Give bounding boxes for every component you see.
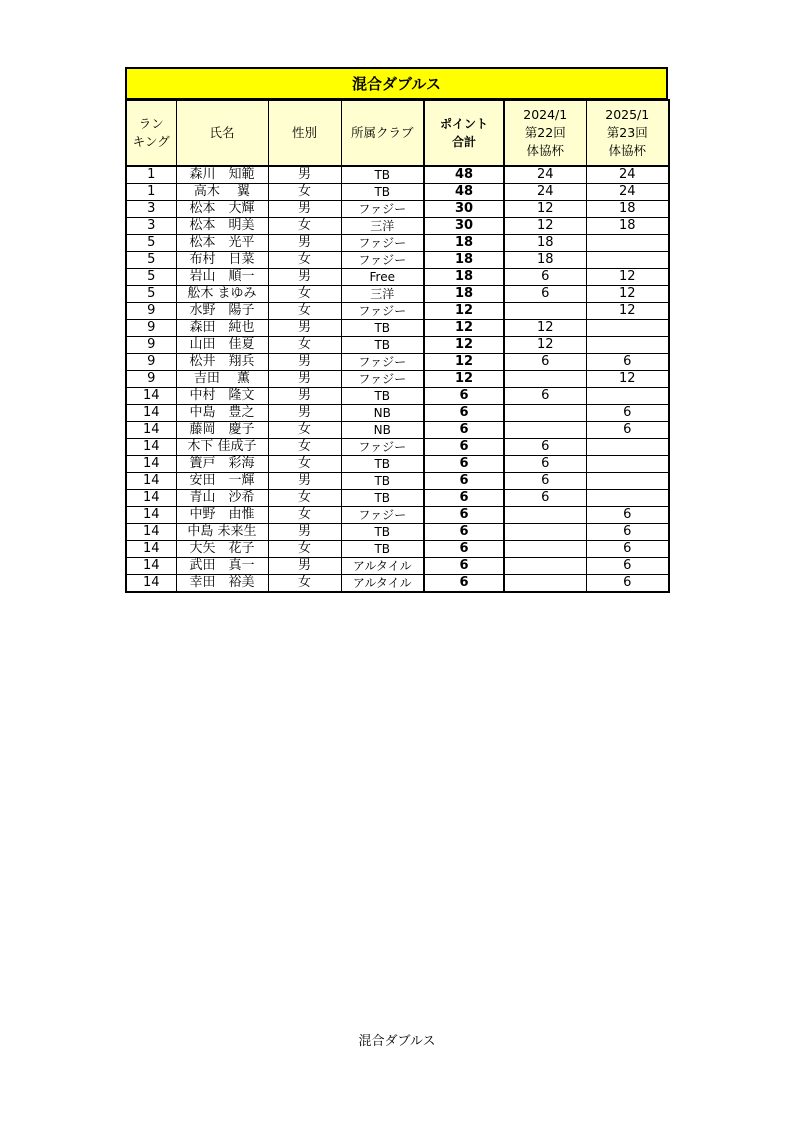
- cell-points: 12: [424, 303, 504, 320]
- cell-event-2024: 18: [504, 235, 586, 252]
- cell-gender: 男: [268, 320, 341, 337]
- table-row: [126, 303, 669, 320]
- cell-event-2024: [504, 422, 586, 439]
- cell-club: ファジー: [341, 235, 424, 252]
- cell-event-2025: [586, 235, 669, 252]
- cell-event-2025: 6: [586, 575, 669, 593]
- table-row: [126, 218, 669, 235]
- cell-gender: 女: [268, 422, 341, 439]
- cell-name: 中島 未来生: [176, 524, 268, 541]
- cell-points: 48: [424, 184, 504, 201]
- cell-rank: 5: [126, 235, 176, 252]
- cell-event-2025: 24: [586, 166, 669, 184]
- cell-rank: 9: [126, 354, 176, 371]
- cell-rank: 14: [126, 422, 176, 439]
- ranking-table: [125, 99, 670, 593]
- cell-rank: 14: [126, 456, 176, 473]
- cell-event-2024: 12: [504, 218, 586, 235]
- table-row: [126, 405, 669, 422]
- header-name: 氏名: [176, 100, 268, 166]
- cell-rank: 1: [126, 166, 176, 184]
- cell-event-2025: [586, 337, 669, 354]
- cell-rank: 14: [126, 541, 176, 558]
- cell-points: 6: [424, 405, 504, 422]
- table-row: [126, 337, 669, 354]
- cell-gender: 男: [268, 558, 341, 575]
- cell-points: 6: [424, 575, 504, 593]
- cell-name: 布村 日菜: [176, 252, 268, 269]
- cell-rank: 14: [126, 524, 176, 541]
- cell-name: 水野 陽子: [176, 303, 268, 320]
- cell-name: 簀戸 彩海: [176, 456, 268, 473]
- cell-points: 30: [424, 201, 504, 218]
- cell-event-2025: [586, 439, 669, 456]
- cell-rank: 3: [126, 201, 176, 218]
- cell-event-2025: 12: [586, 303, 669, 320]
- cell-gender: 女: [268, 184, 341, 201]
- cell-club: 三洋: [341, 286, 424, 303]
- table-row: [126, 184, 669, 201]
- cell-club: TB: [341, 166, 424, 184]
- cell-name: 青山 沙希: [176, 490, 268, 507]
- page-footer: 混合ダブルス: [358, 1034, 436, 1049]
- cell-event-2024: 6: [504, 473, 586, 490]
- cell-gender: 男: [268, 269, 341, 286]
- cell-event-2024: [504, 507, 586, 524]
- cell-event-2025: 24: [586, 184, 669, 201]
- table-row: [126, 269, 669, 286]
- cell-event-2025: 18: [586, 201, 669, 218]
- cell-event-2024: [504, 303, 586, 320]
- cell-club: TB: [341, 184, 424, 201]
- cell-points: 18: [424, 235, 504, 252]
- cell-gender: 女: [268, 337, 341, 354]
- table-row: [126, 473, 669, 490]
- cell-points: 12: [424, 354, 504, 371]
- cell-event-2024: 24: [504, 166, 586, 184]
- cell-event-2024: 12: [504, 337, 586, 354]
- cell-event-2025: 12: [586, 371, 669, 388]
- cell-event-2024: [504, 541, 586, 558]
- cell-event-2025: [586, 320, 669, 337]
- table-body: [126, 166, 669, 592]
- cell-event-2024: 12: [504, 201, 586, 218]
- table-row: [126, 252, 669, 269]
- cell-event-2024: 18: [504, 252, 586, 269]
- cell-gender: 女: [268, 439, 341, 456]
- cell-rank: 14: [126, 439, 176, 456]
- cell-name: 松井 翔兵: [176, 354, 268, 371]
- table-row: [126, 166, 669, 184]
- cell-club: アルタイル: [341, 558, 424, 575]
- cell-points: 6: [424, 507, 504, 524]
- cell-rank: 5: [126, 269, 176, 286]
- cell-event-2024: 6: [504, 490, 586, 507]
- cell-points: 18: [424, 269, 504, 286]
- cell-points: 18: [424, 286, 504, 303]
- table-row: [126, 541, 669, 558]
- cell-club: NB: [341, 422, 424, 439]
- cell-event-2025: 6: [586, 558, 669, 575]
- cell-gender: 女: [268, 575, 341, 593]
- cell-event-2025: 12: [586, 286, 669, 303]
- cell-gender: 男: [268, 354, 341, 371]
- cell-name: 森川 知範: [176, 166, 268, 184]
- header-club: 所属クラブ: [341, 100, 424, 166]
- cell-event-2024: [504, 405, 586, 422]
- cell-club: TB: [341, 541, 424, 558]
- table-row: [126, 439, 669, 456]
- table-row: [126, 507, 669, 524]
- cell-name: 中野 由惟: [176, 507, 268, 524]
- cell-gender: 女: [268, 303, 341, 320]
- cell-name: 大矢 花子: [176, 541, 268, 558]
- cell-gender: 女: [268, 286, 341, 303]
- cell-club: 三洋: [341, 218, 424, 235]
- cell-club: ファジー: [341, 354, 424, 371]
- cell-event-2024: 6: [504, 269, 586, 286]
- cell-event-2024: 6: [504, 354, 586, 371]
- cell-points: 6: [424, 524, 504, 541]
- cell-rank: 9: [126, 337, 176, 354]
- cell-rank: 14: [126, 507, 176, 524]
- cell-name: 藤岡 慶子: [176, 422, 268, 439]
- cell-rank: 9: [126, 371, 176, 388]
- cell-event-2025: 12: [586, 269, 669, 286]
- cell-club: ファジー: [341, 303, 424, 320]
- table-row: [126, 235, 669, 252]
- cell-gender: 男: [268, 388, 341, 405]
- cell-gender: 女: [268, 218, 341, 235]
- cell-gender: 男: [268, 371, 341, 388]
- cell-name: 岩山 順一: [176, 269, 268, 286]
- table-row: [126, 490, 669, 507]
- cell-gender: 男: [268, 405, 341, 422]
- cell-gender: 女: [268, 252, 341, 269]
- cell-gender: 男: [268, 201, 341, 218]
- cell-club: Free: [341, 269, 424, 286]
- table-row: [126, 320, 669, 337]
- cell-name: 松本 光平: [176, 235, 268, 252]
- cell-points: 18: [424, 252, 504, 269]
- table-row: [126, 558, 669, 575]
- cell-points: 6: [424, 422, 504, 439]
- cell-gender: 女: [268, 507, 341, 524]
- cell-gender: 男: [268, 166, 341, 184]
- cell-event-2025: 6: [586, 405, 669, 422]
- cell-rank: 14: [126, 558, 176, 575]
- sheet-title: 混合ダブルス: [125, 67, 668, 100]
- cell-name: 木下 佳成子: [176, 439, 268, 456]
- cell-club: ファジー: [341, 371, 424, 388]
- cell-club: TB: [341, 388, 424, 405]
- cell-points: 6: [424, 558, 504, 575]
- cell-club: TB: [341, 337, 424, 354]
- cell-rank: 3: [126, 218, 176, 235]
- cell-points: 6: [424, 473, 504, 490]
- cell-name: 安田 一輝: [176, 473, 268, 490]
- cell-gender: 女: [268, 456, 341, 473]
- cell-club: TB: [341, 473, 424, 490]
- cell-rank: 1: [126, 184, 176, 201]
- cell-rank: 14: [126, 388, 176, 405]
- cell-event-2024: 6: [504, 286, 586, 303]
- cell-event-2025: [586, 490, 669, 507]
- cell-gender: 女: [268, 541, 341, 558]
- cell-event-2025: 6: [586, 422, 669, 439]
- cell-rank: 14: [126, 473, 176, 490]
- table-row: [126, 575, 669, 593]
- cell-rank: 14: [126, 405, 176, 422]
- cell-name: 吉田 薫: [176, 371, 268, 388]
- cell-club: TB: [341, 490, 424, 507]
- cell-rank: 14: [126, 575, 176, 593]
- cell-event-2025: 6: [586, 524, 669, 541]
- cell-club: TB: [341, 524, 424, 541]
- cell-event-2024: 24: [504, 184, 586, 201]
- cell-points: 12: [424, 371, 504, 388]
- cell-name: 森田 純也: [176, 320, 268, 337]
- cell-points: 6: [424, 490, 504, 507]
- cell-club: ファジー: [341, 507, 424, 524]
- cell-name: 舩木 まゆみ: [176, 286, 268, 303]
- cell-gender: 男: [268, 524, 341, 541]
- cell-event-2024: 12: [504, 320, 586, 337]
- cell-event-2025: [586, 388, 669, 405]
- table-row: [126, 354, 669, 371]
- table-row: [126, 524, 669, 541]
- header-row: [126, 100, 669, 166]
- table-row: [126, 388, 669, 405]
- cell-points: 6: [424, 388, 504, 405]
- cell-name: 松本 大輝: [176, 201, 268, 218]
- cell-points: 30: [424, 218, 504, 235]
- table-row: [126, 286, 669, 303]
- cell-club: TB: [341, 320, 424, 337]
- cell-name: 武田 真一: [176, 558, 268, 575]
- cell-points: 6: [424, 456, 504, 473]
- header-points: ポイント 合計: [424, 100, 504, 166]
- cell-event-2025: [586, 252, 669, 269]
- table-row: [126, 201, 669, 218]
- cell-event-2025: [586, 473, 669, 490]
- cell-gender: 男: [268, 235, 341, 252]
- cell-club: ファジー: [341, 201, 424, 218]
- cell-event-2025: [586, 456, 669, 473]
- cell-rank: 9: [126, 320, 176, 337]
- cell-event-2025: 6: [586, 507, 669, 524]
- header-gender: 性別: [268, 100, 341, 166]
- table-row: [126, 456, 669, 473]
- cell-gender: 男: [268, 473, 341, 490]
- cell-club: TB: [341, 456, 424, 473]
- cell-points: 12: [424, 320, 504, 337]
- table-row: [126, 371, 669, 388]
- cell-event-2024: 6: [504, 388, 586, 405]
- cell-event-2025: 6: [586, 354, 669, 371]
- table-row: [126, 422, 669, 439]
- cell-name: 幸田 裕美: [176, 575, 268, 593]
- cell-name: 山田 佳夏: [176, 337, 268, 354]
- cell-gender: 女: [268, 490, 341, 507]
- cell-rank: 5: [126, 252, 176, 269]
- cell-club: NB: [341, 405, 424, 422]
- header-event-2024: 2024/1 第22回 体協杯: [504, 100, 586, 166]
- cell-club: ファジー: [341, 252, 424, 269]
- cell-event-2024: [504, 371, 586, 388]
- cell-event-2024: [504, 575, 586, 593]
- cell-points: 6: [424, 439, 504, 456]
- cell-name: 松本 明美: [176, 218, 268, 235]
- cell-name: 中村 隆文: [176, 388, 268, 405]
- cell-event-2024: 6: [504, 439, 586, 456]
- cell-name: 中島 豊之: [176, 405, 268, 422]
- cell-event-2024: [504, 524, 586, 541]
- cell-points: 6: [424, 541, 504, 558]
- cell-points: 48: [424, 166, 504, 184]
- cell-name: 高木 翼: [176, 184, 268, 201]
- cell-event-2024: [504, 558, 586, 575]
- cell-rank: 14: [126, 490, 176, 507]
- header-event-2025: 2025/1 第23回 体協杯: [586, 100, 669, 166]
- cell-event-2025: 18: [586, 218, 669, 235]
- header-rank: ラン キング: [126, 100, 176, 166]
- cell-event-2024: 6: [504, 456, 586, 473]
- cell-rank: 5: [126, 286, 176, 303]
- cell-rank: 9: [126, 303, 176, 320]
- cell-points: 12: [424, 337, 504, 354]
- cell-event-2025: 6: [586, 541, 669, 558]
- cell-club: アルタイル: [341, 575, 424, 593]
- cell-club: ファジー: [341, 439, 424, 456]
